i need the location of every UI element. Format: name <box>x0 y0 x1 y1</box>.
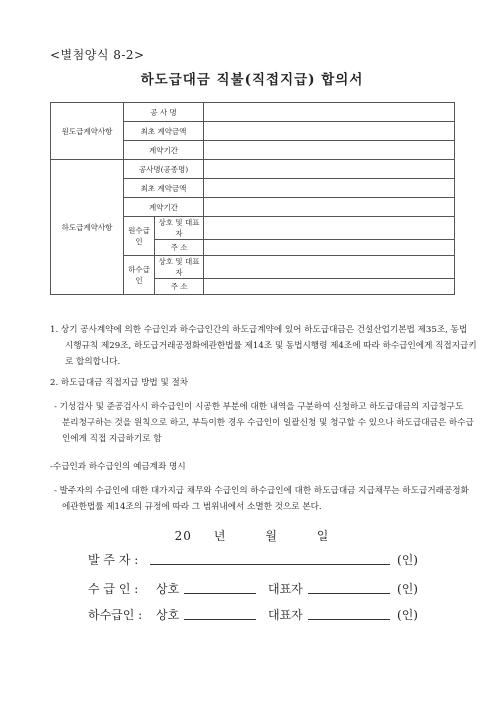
receiver-address-label: 주 소 <box>155 240 204 256</box>
table-row <box>51 103 455 122</box>
subcontractor-address-value[interactable] <box>204 279 455 295</box>
sub-contract-section-label: 하도급계약사항 <box>51 160 124 295</box>
subcontractor-rep-label: 대표자 <box>268 608 303 622</box>
sub-field-period-label: 계약기간 <box>124 198 204 217</box>
clause-1: 1. 상기 공사계약에 의한 수급인과 하수급인간의 하도급계약에 있어 하도급대금은 건설산업기본법 제35조, 동법 시행규칙 제29조, 하도급거래공정화에관한법률 제14조 및 동법시행령 제4조에 따라 하수급인에게 직접지급키로 합의합니다. <box>50 325 477 367</box>
receiver-company-rep-label: 상호 및 대표자 <box>155 217 204 240</box>
prime-contract-section-label: 원도급계약사항 <box>51 103 124 160</box>
receiver-rep-label: 대표자 <box>268 582 303 596</box>
sub-field-project-name-label: 공사명(공종명) <box>124 160 204 179</box>
sub-project-name-value[interactable] <box>204 160 455 179</box>
prime-field-period-label: 계약기간 <box>124 141 204 160</box>
receiver-company-rep-value[interactable] <box>204 217 455 240</box>
date-year: 20 년 <box>174 529 227 543</box>
subcontractor-company-rep-value[interactable] <box>204 256 455 279</box>
subcontractor-signature-row <box>88 606 418 626</box>
date-day: 일 <box>316 529 330 543</box>
date-month: 월 <box>265 529 278 543</box>
receiver-address-value[interactable] <box>204 240 455 256</box>
date-line <box>0 527 504 544</box>
page-title: 하도급대금 직불(직접지급) 합의서 <box>140 72 364 88</box>
subcontractor-sign-label: 하수급인 : <box>88 608 143 622</box>
subcontractor-seal: (인) <box>397 608 418 622</box>
receiver-company-label: 상호 <box>156 582 180 596</box>
prime-field-initial-amount-label: 최초 계약금액 <box>124 122 204 141</box>
subcontractor-company-rep-label: 상호 및 대표자 <box>155 256 204 279</box>
subcontractor-company-label: 상호 <box>156 608 180 622</box>
sub-field-initial-amount-label: 최초 계약금액 <box>124 179 204 198</box>
clause-2-heading: 2. 하도급대금 직접지급 방법 및 절차 <box>50 378 189 388</box>
receiver-seal: (인) <box>397 582 418 596</box>
table-row <box>51 160 455 179</box>
receiver-company-line[interactable] <box>184 593 256 594</box>
receiver-rep-line[interactable] <box>308 593 390 594</box>
orderer-seal: (인) <box>397 553 418 567</box>
subcontractor-company-line[interactable] <box>184 619 256 620</box>
subcontractor-address-label: 주 소 <box>155 279 204 295</box>
prime-period-value[interactable] <box>204 141 455 160</box>
prime-field-project-name-label: 공 사 명 <box>124 103 204 122</box>
contract-info-table <box>50 102 455 295</box>
subcontractor-rep-line[interactable] <box>308 619 390 620</box>
sub-initial-amount-value[interactable] <box>204 179 455 198</box>
orderer-label: 발 주 자 : <box>88 553 139 567</box>
subcontractor-label: 하수급인 <box>124 256 155 295</box>
sub-period-value[interactable] <box>204 198 455 217</box>
orderer-signature-line[interactable] <box>150 564 390 565</box>
receiver-label: 원수급인 <box>124 217 155 256</box>
prime-project-name-value[interactable] <box>204 103 455 122</box>
clause-2-procedure: - 기성검사 및 준공검사시 하수급인이 시공한 부분에 대한 내역을 구분하여 신청하고 하도급대금의 지급청구도 분리청구하는 것을 원칙으로 하고, 부득이한 경우 수급인이 일괄신청 및 청구할 수 있으나 하도급대금은 하수급인에게 직접 지급하기로 함 <box>54 402 474 444</box>
form-number-label: <별첨양식 8-2> <box>50 48 145 62</box>
prime-initial-amount-value[interactable] <box>204 122 455 141</box>
clause-debt-extinction: - 발주자의 수급인에 대한 대가지급 채무와 수급인의 하수급인에 대한 하도급대금 지급채무는 하도급거래공정화에관한법률 제14조의 규정에 따라 그 범위내에서 소멸한 것으로 본다. <box>54 486 469 512</box>
receiver-signature-row <box>88 580 418 600</box>
clause-account-note: -수급인과 하수급인의 예금계좌 명시 <box>50 462 186 472</box>
receiver-sign-label: 수 급 인 : <box>88 582 139 596</box>
orderer-signature-row <box>88 551 418 571</box>
